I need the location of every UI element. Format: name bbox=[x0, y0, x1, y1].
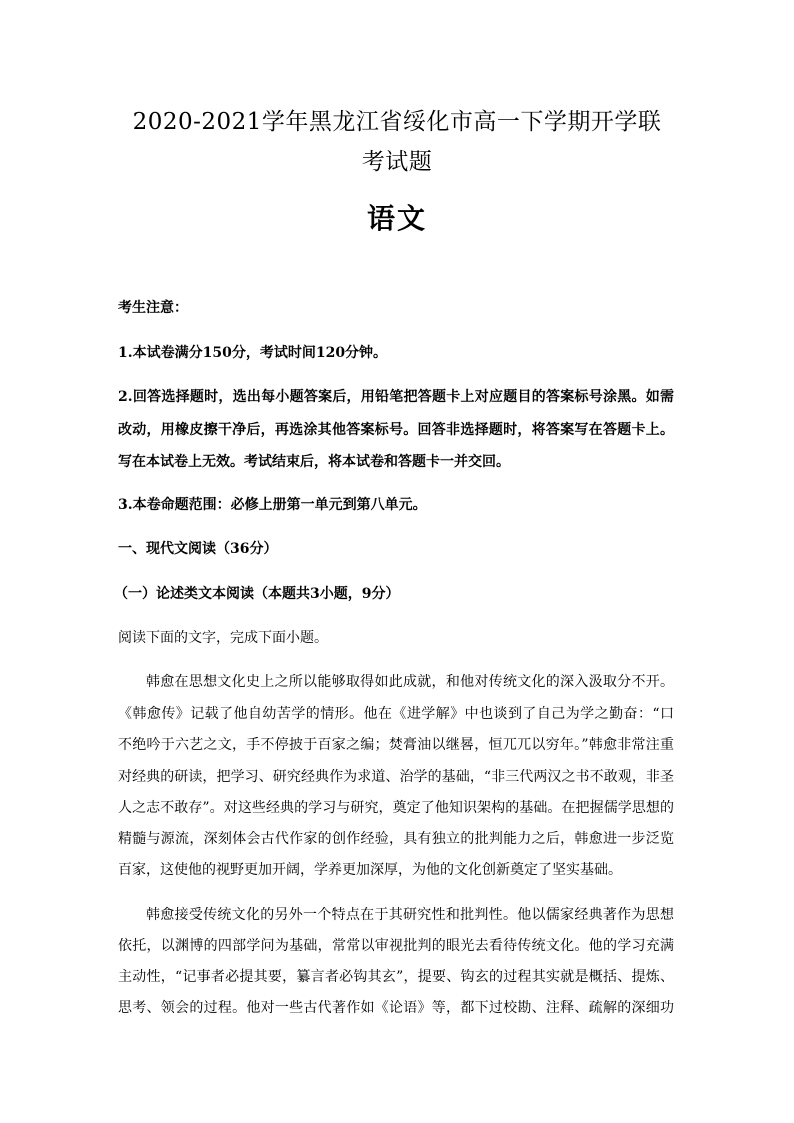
passage-line: 人之志不敢存”。对这些经典的学习与研究，奠定了他知识架构的基础。在把握儒学思想的 bbox=[118, 800, 674, 816]
reading-instruction: 阅读下面的文字，完成下面小题。 bbox=[118, 630, 328, 646]
passage-line: 思考、领会的过程。他对一些古代著作如《论语》等，都下过校勘、注释、疏解的深细功 bbox=[118, 1000, 674, 1016]
notice-item-2-line: 改动，用橡皮擦干净后，再选涂其他答案标号。回答非选择题时，将答案写在答题卡上。 bbox=[118, 422, 674, 438]
notice-item-2-line: 2.回答选择题时，选出每小题答案后，用铅笔把答题卡上对应题目的答案标号涂黑。如需 bbox=[118, 389, 674, 405]
notice-item-1: 1.本试卷满分150分，考试时间120分钟。 bbox=[118, 345, 388, 361]
passage-line: 主动性，“记事者必提其要，纂言者必钩其玄”，提要、钩玄的过程其实就是概括、提炼、 bbox=[118, 969, 674, 985]
passage-line: 对经典的研读，把学习、研究经典作为求道、治学的基础，“非三代两汉之书不敢观，非圣 bbox=[118, 769, 674, 785]
notice-item-3: 3.本卷命题范围：必修上册第一单元到第八单元。 bbox=[118, 497, 427, 513]
passage-line: 《韩愈传》记载了他自幼苦学的情形。他在《进学解》中也谈到了自己为学之勤奋：“口 bbox=[118, 706, 674, 722]
notice-item-2-line: 写在本试卷上无效。考试结束后，将本试卷和答题卡一并交回。 bbox=[118, 454, 510, 470]
passage-line: 不绝吟于六艺之文，手不停披于百家之编；焚膏油以继晷，恒兀兀以穷年。”韩愈非常注重 bbox=[118, 737, 674, 753]
exam-title-line-1: 2020-2021学年黑龙江省绥化市高一下学期开学联 bbox=[132, 109, 662, 135]
subsection-heading: （一）论述类文本阅读（本题共3小题，9分） bbox=[114, 586, 400, 602]
passage-line: 韩愈在思想文化史上之所以能够取得如此成就，和他对传统文化的深入汲取分不开。 bbox=[146, 674, 674, 690]
section-heading: 一、现代文阅读（36分） bbox=[118, 541, 278, 557]
passage-line: 精髓与源流，深刻体会古代作家的创作经验，具有独立的批判能力之后，韩愈进一步泛览 bbox=[118, 831, 674, 847]
exam-title-line-2: 考试题 bbox=[361, 149, 433, 175]
notice-heading: 考生注意： bbox=[118, 300, 188, 316]
passage-line: 百家，这使他的视野更加开阔，学养更加深厚，为他的文化创新奠定了坚实基础。 bbox=[118, 862, 622, 878]
passage-line: 韩愈接受传统文化的另外一个特点在于其研究性和批判性。他以儒家经典著作为思想 bbox=[146, 907, 674, 923]
subject-title: 语文 bbox=[366, 202, 427, 235]
passage-line: 依托，以渊博的四部学问为基础，常常以审视批判的眼光去看待传统文化。他的学习充满 bbox=[118, 938, 674, 954]
